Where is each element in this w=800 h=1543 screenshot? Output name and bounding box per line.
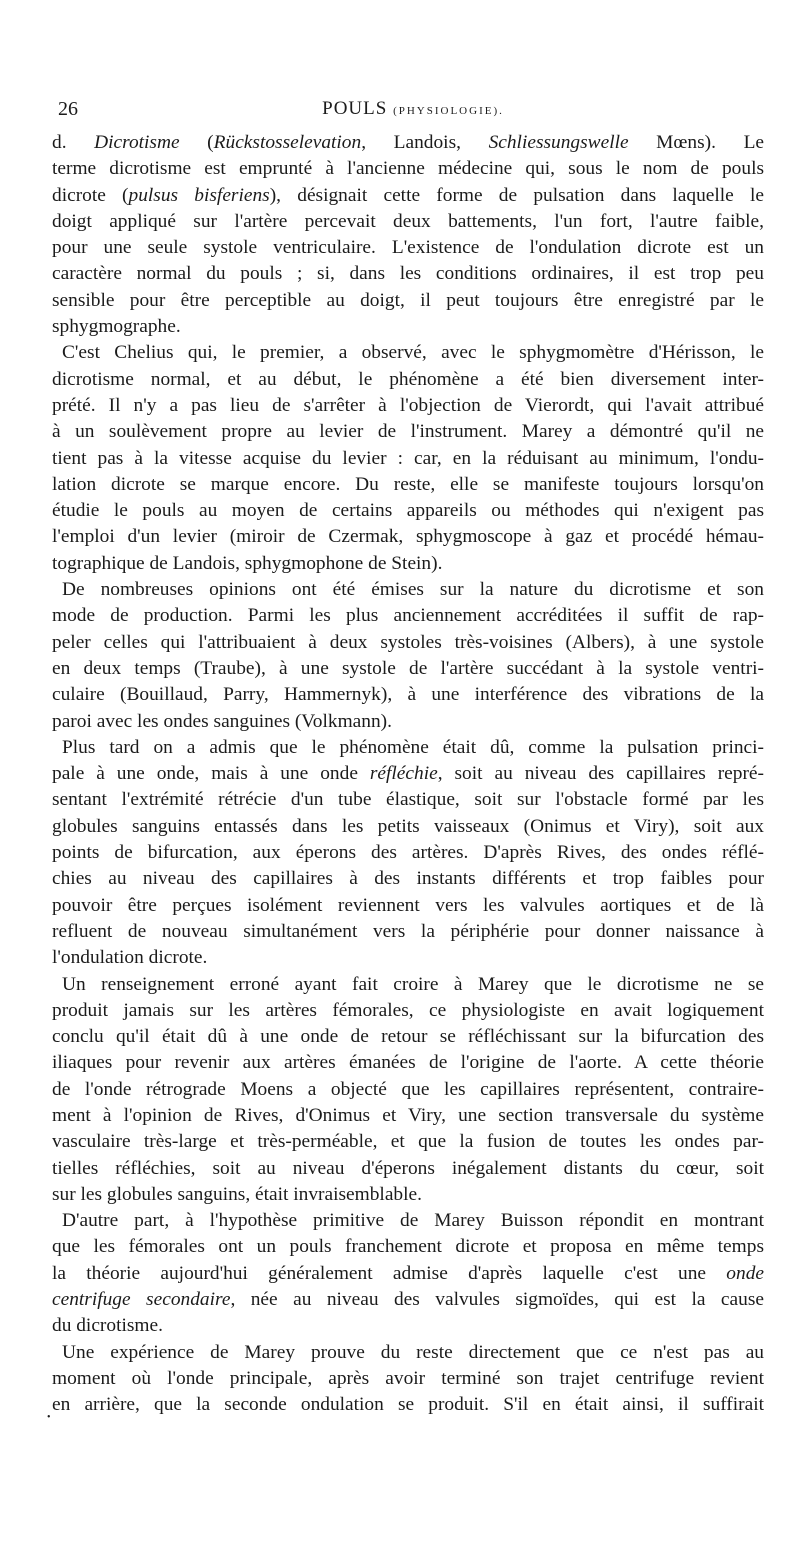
text-run: étudie le pouls au moyen de certains appareils ou méthodes qui n'exigent pas xyxy=(52,500,764,522)
text-line xyxy=(52,1392,764,1418)
italic-term: Dicrotisme xyxy=(94,132,180,153)
text-run: Une expérience de Marey prouve du reste directement que ce n'est pas au xyxy=(62,1341,764,1363)
text-line xyxy=(52,1366,764,1392)
text-run: Mœns). Le xyxy=(628,132,764,153)
text-line xyxy=(52,288,764,314)
italic-term: Rückstosselevation xyxy=(213,132,362,153)
text-run: , soit au niveau des capillaires repré- xyxy=(437,763,764,785)
text-run: prété. Il n'y a pas lieu de s'arrêter à l'objection de Vierordt, qui l'avait attribué xyxy=(52,394,764,416)
text-run: moment où l'onde principale, après avoir terminé son trajet centrifuge revient xyxy=(52,1367,764,1389)
text-run: , née au niveau des valvules sigmoïdes, qui est la cause xyxy=(230,1289,764,1311)
text-line xyxy=(52,235,764,261)
text-run: iliaques pour revenir aux artères émanées de l'origine de l'aorte. A cette théorie xyxy=(52,1052,764,1074)
text-line xyxy=(52,945,764,971)
text-line xyxy=(52,893,764,919)
text-run: paroi avec les ondes sanguines (Volkmann). xyxy=(52,710,392,732)
text-line xyxy=(52,1077,764,1103)
text-line xyxy=(52,183,764,209)
text-line xyxy=(52,630,764,656)
text-line xyxy=(52,735,764,761)
text-run: terme dicrotisme est emprunté à l'ancienne médecine qui, sous le nom de pouls xyxy=(52,158,764,180)
text-line xyxy=(52,972,764,998)
text-run: produit jamais sur les artères fémorales, ce physiologiste en avait logiquement xyxy=(52,999,764,1021)
text-run: , Landois, xyxy=(361,132,489,153)
text-run: l'emploi d'un levier (miroir de Czermak, sphygmoscope à gaz et procédé hémau- xyxy=(52,526,764,548)
text-line xyxy=(52,367,764,393)
text-line xyxy=(52,1182,764,1208)
text-line xyxy=(52,682,764,708)
text-run: tielles réfléchies, soit au niveau d'éperons inégalement distants du cœur, soit xyxy=(52,1157,764,1179)
text-line xyxy=(52,130,764,156)
text-run: l'ondulation dicrote. xyxy=(52,947,208,969)
text-line xyxy=(52,1103,764,1129)
text-run: ( xyxy=(179,132,214,153)
running-title-main: POULS xyxy=(322,98,388,119)
text-run: caractère normal du pouls ; si, dans les conditions ordinaires, il est trop peu xyxy=(52,263,764,285)
text-line xyxy=(52,209,764,235)
print-speck: • xyxy=(47,1412,51,1423)
text-line xyxy=(52,419,764,445)
body-text xyxy=(52,130,764,1419)
text-line xyxy=(52,472,764,498)
text-run: que les fémorales ont un pouls franchement dicrote et proposa en même temps xyxy=(52,1236,764,1258)
italic-term: réfléchie xyxy=(369,763,438,785)
text-run: dicrotisme normal, et au début, le phénomène a été bien diversement inter- xyxy=(52,368,764,390)
text-line xyxy=(52,1261,764,1287)
text-run: lation dicrote se marque encore. Du reste, elle se manifeste toujours lorsqu'on xyxy=(52,473,764,495)
text-run: d. xyxy=(52,132,95,153)
text-run: pouvoir être perçues isolément reviennent vers les valvules aortiques et de là xyxy=(52,894,764,916)
text-line xyxy=(52,998,764,1024)
text-run: pale à une onde, mais à une onde xyxy=(52,763,370,785)
text-line xyxy=(52,1050,764,1076)
text-line xyxy=(52,446,764,472)
text-run: ), désignait cette forme de pulsation dans laquelle le xyxy=(269,184,764,206)
text-run: ment à l'opinion de Rives, d'Onimus et Viry, une section transversale du système xyxy=(52,1104,764,1126)
text-line xyxy=(52,603,764,629)
italic-term: centrifuge secondaire xyxy=(52,1289,231,1311)
page-number: 26 xyxy=(58,98,78,120)
text-run: conclu qu'il était dû à une onde de retour se réfléchissant sur la bifurcation des xyxy=(52,1026,764,1048)
text-run: du dicrotisme. xyxy=(52,1315,163,1337)
text-line xyxy=(52,577,764,603)
text-line xyxy=(52,1287,764,1313)
text-run: chies au niveau des capillaires à des instants différents et trop faibles pour xyxy=(52,868,764,890)
text-line xyxy=(52,393,764,419)
text-run: la théorie aujourd'hui généralement admise d'après laquelle c'est une xyxy=(52,1262,727,1284)
text-run: de l'onde rétrograde Moens a objecté que les capillaires représentent, contraire- xyxy=(52,1078,764,1100)
text-line xyxy=(52,761,764,787)
text-line xyxy=(52,1234,764,1260)
text-line xyxy=(52,498,764,524)
text-run: en arrière, que la seconde ondulation se produit. S'il en était ainsi, il suffirait xyxy=(52,1394,764,1416)
text-line xyxy=(52,314,764,340)
italic-term: Schliessungswelle xyxy=(488,132,629,153)
text-line xyxy=(52,1024,764,1050)
running-title xyxy=(58,98,768,120)
text-line xyxy=(52,840,764,866)
text-run: peler celles qui l'attribuaient à deux systoles très-voisines (Albers), à une systole xyxy=(52,631,764,653)
text-run: en deux temps (Traube), à une systole de l'artère succédant à la systole ventri- xyxy=(52,657,764,679)
text-run: globules sanguins entassés dans les petits vaisseaux (Onimus et Viry), soit aux xyxy=(52,815,764,837)
text-line xyxy=(52,1340,764,1366)
text-run: sentant l'extrémité rétrécie d'un tube élastique, soit sur l'obstacle formé par les xyxy=(52,789,764,811)
text-run: points de bifurcation, aux éperons des artères. D'après Rives, des ondes réflé- xyxy=(52,842,764,864)
text-run: tographique de Landois, sphygmophone de Stein). xyxy=(52,552,443,574)
running-title-sub: (PHYSIOLOGIE). xyxy=(393,105,504,117)
text-run: sensible pour être perceptible au doigt, il peut toujours être enregistré par le xyxy=(52,289,764,311)
text-run: dicrote ( xyxy=(52,184,129,206)
text-run: refluent de nouveau simultanément vers la périphérie pour donner naissance à xyxy=(52,920,764,942)
text-run: pour une seule systole ventriculaire. L'existence de l'ondulation dicrote est un xyxy=(52,237,764,259)
text-line xyxy=(52,656,764,682)
text-line xyxy=(52,866,764,892)
text-run: D'autre part, à l'hypothèse primitive de Marey Buisson répondit en montrant xyxy=(62,1210,764,1232)
text-line xyxy=(52,156,764,182)
text-run: mode de production. Parmi les plus anciennement accréditées il suffit de rap- xyxy=(52,605,764,627)
text-run: tient pas à la vitesse acquise du levier : car, en la réduisant au minimum, l'ondu- xyxy=(52,447,764,469)
text-line xyxy=(52,919,764,945)
text-line xyxy=(52,551,764,577)
text-line xyxy=(52,709,764,735)
text-line xyxy=(52,787,764,813)
italic-term: onde xyxy=(726,1262,764,1284)
text-run: vasculaire très-large et très-perméable, et que la fusion de toutes les ondes par- xyxy=(52,1131,764,1153)
text-run: à un soulèvement propre au levier de l'instrument. Marey a démontré qu'il ne xyxy=(52,421,764,443)
text-line xyxy=(52,1129,764,1155)
text-line xyxy=(52,524,764,550)
text-run: doigt appliqué sur l'artère percevait deux battements, l'un fort, l'autre faible, xyxy=(52,210,764,232)
text-line xyxy=(52,261,764,287)
text-run: sur les globules sanguins, était invraisemblable. xyxy=(52,1183,422,1205)
text-run: Un renseignement erroné ayant fait croire à Marey que le dicrotisme ne se xyxy=(62,973,764,995)
page-header xyxy=(58,98,768,128)
text-run: C'est Chelius qui, le premier, a observé, avec le sphygmomètre d'Hérisson, le xyxy=(62,342,764,364)
text-run: sphygmographe. xyxy=(52,316,181,338)
text-line xyxy=(52,1156,764,1182)
text-line xyxy=(52,1313,764,1339)
italic-term: pulsus bisferiens xyxy=(128,184,270,206)
text-run: Plus tard on a admis que le phénomène était dû, comme la pulsation princi- xyxy=(62,736,764,758)
text-line xyxy=(52,814,764,840)
text-line xyxy=(52,1208,764,1234)
text-run: culaire (Bouillaud, Parry, Hammernyk), à une interférence des vibrations de la xyxy=(52,684,764,706)
text-line xyxy=(52,340,764,366)
text-run: De nombreuses opinions ont été émises sur la nature du dicrotisme et son xyxy=(62,579,764,601)
